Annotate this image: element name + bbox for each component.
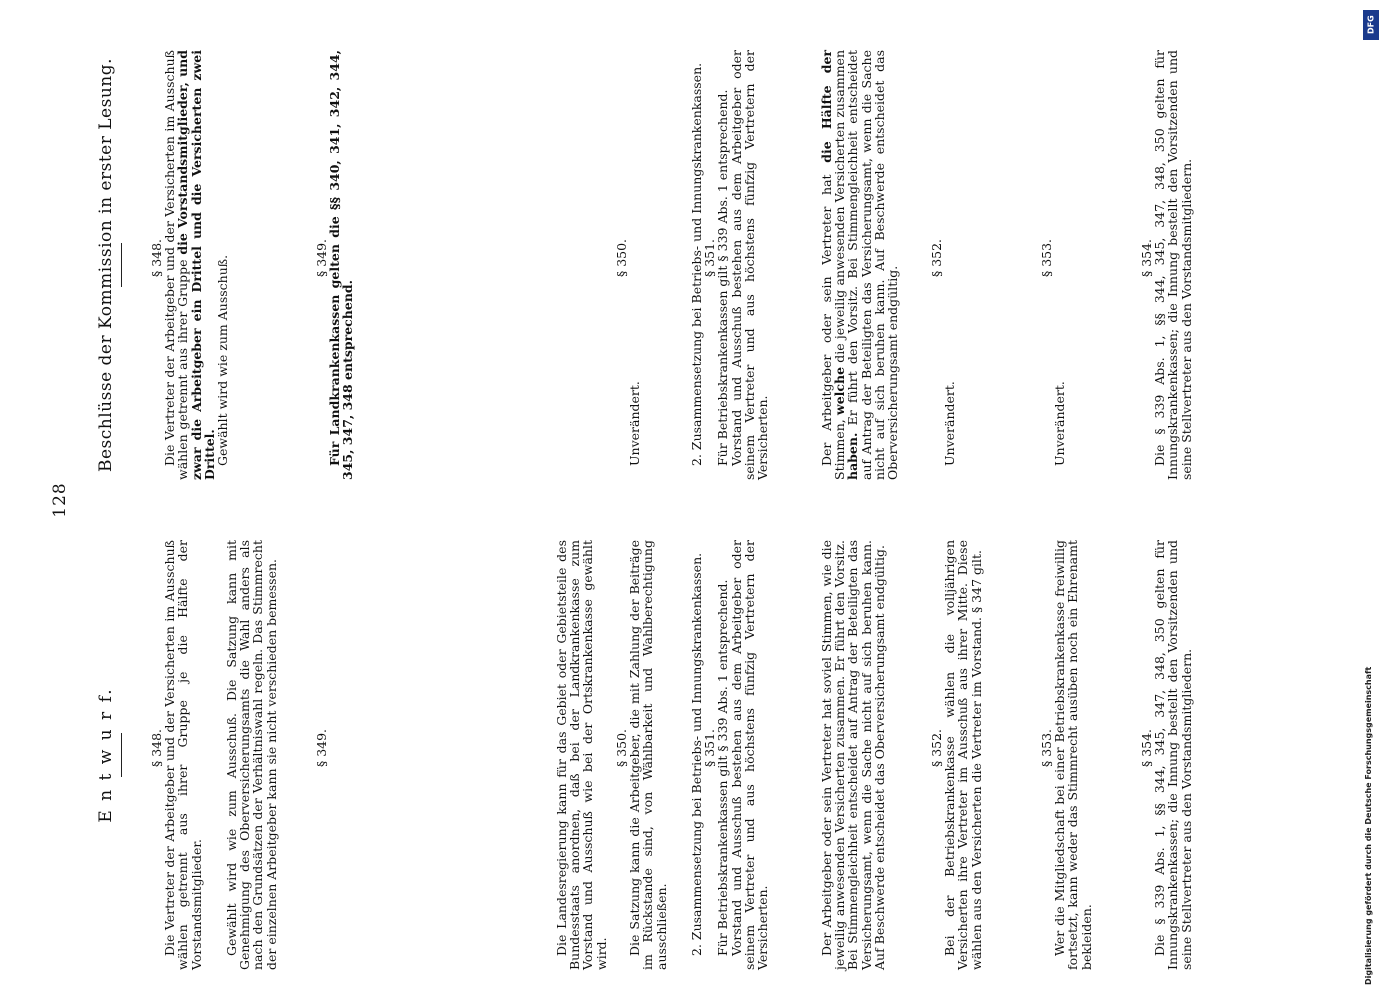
- page-number: 128: [50, 482, 70, 518]
- commission-section-352: [930, 50, 956, 480]
- paragraph: Der Arbeitgeber oder sein Vertreter hat soviel Stimmen, wie die jeweilig anwesenden Versicherten zusammen. Er führt den Vorsitz. Bei Stimmengleichheit entscheidet auf Antrag der Beteiligten das Versicherungsamt, wenn die Sache nicht auf sich beruhen kann. Auf Beschwerde entscheidet das Oberversicherungsamt endgültig.: [819, 540, 887, 970]
- funding-notice: Digitalisierung gefördert durch die Deutsche Forschungsgemeinschaft: [1364, 666, 1373, 985]
- section-number: § 349.: [314, 728, 329, 768]
- paragraph: [163, 50, 216, 480]
- draft-section-353: [1040, 540, 1093, 970]
- unchanged-note: Unverändert.: [942, 381, 958, 466]
- commission-section-353: [1040, 50, 1066, 480]
- draft-section-354: [1140, 540, 1193, 970]
- amended-text: Für Landkrankenkassen gelten die §§ 340, 341, 342, 344, 345, 347, 348 entsprechend.: [327, 50, 356, 480]
- amended-text: die Vorstandsmitglieder, und zwar die Arbeitgeber ein Drittel und die Versicherten zwei Drittel.: [175, 50, 217, 480]
- section-number: § 350.: [614, 728, 629, 768]
- commission-section-350: [615, 50, 641, 480]
- text-run: Die Vertreter der Arbeitgeber und der Versicherten im Ausschuß wählen getrennt aus ihrer Gruppe: [162, 50, 191, 480]
- commission-section-351-c: [820, 50, 899, 480]
- commission-column: [96, 49, 1340, 480]
- section-number: § 348.: [149, 238, 164, 278]
- draft-heading-2: [690, 540, 769, 970]
- digitization-notice: [1362, 10, 1380, 990]
- draft-section-349: [315, 540, 328, 970]
- text-run: Der Arbeitgeber oder sein Vertreter hat: [819, 162, 834, 466]
- amended-text: haben.: [845, 432, 861, 480]
- section-number: § 353.: [1039, 238, 1054, 278]
- paragraph: Die Satzung kann die Arbeitgeber, die mit Zahlung der Beiträge im Rückstande sind, von Wählbarkeit und Wahlberechtigung ausschließen.: [627, 540, 669, 970]
- text-run: die jeweilig anwesenden Versicherten zusammen: [832, 49, 848, 367]
- unchanged-note: Unverändert.: [1052, 381, 1068, 466]
- paragraph: Wer die Mitgliedschaft bei einer Betriebskrankenkasse freiwillig fortsetzt, kann weder das Stimmrecht ausüben noch ein Ehrenamt bekleiden.: [1052, 540, 1094, 970]
- paragraph: Gewählt wird wie zum Ausschuß.: [215, 254, 231, 466]
- paragraph: Die Vertreter der Arbeitgeber und der Versicherten im Ausschuß wählen getrennt aus ihrer Gruppe je die Hälfte der Vorstandsmitglieder.: [162, 540, 204, 970]
- section-number: § 352.: [929, 728, 944, 768]
- draft-section-348-b: [225, 540, 278, 970]
- section-number: § 350.: [614, 238, 629, 278]
- commission-section-349: [315, 50, 355, 480]
- paragraph: Für Betriebskrankenkassen gilt § 339 Abs. 1 entsprechend.: [715, 579, 731, 956]
- section-number: § 354.: [1139, 238, 1154, 278]
- section-number: § 351.: [702, 728, 718, 768]
- paragraph: Bei der Betriebskrankenkasse wählen die volljährigen Versicherten ihre Vertreter im Ausschuß aus ihrer Mitte. Diese wählen aus den Versicherten die Vertreter im Vorstand. § 347 gilt.: [942, 540, 984, 970]
- commission-section-354: [1140, 50, 1193, 480]
- commission-heading: Beschlüsse der Kommission in erster Lesung.: [96, 57, 116, 473]
- heading-rule: [121, 243, 122, 287]
- section-number: § 353.: [1039, 728, 1054, 768]
- draft-section-348: [150, 540, 203, 970]
- dfg-logo: DFG: [1363, 10, 1379, 40]
- section-number: § 352.: [929, 238, 944, 278]
- draft-column: [96, 540, 1340, 970]
- subheading: 2. Zusammensetzung bei Betriebs- und Innungskrankenkassen.: [689, 552, 704, 956]
- section-number: § 351.: [702, 238, 718, 278]
- amended-text: die Hälfte der: [819, 49, 834, 163]
- section-number: § 349.: [314, 238, 329, 278]
- commission-section-348: [150, 50, 229, 480]
- paragraph: Die § 339 Abs. 1, §§ 344, 345, 347, 348, 350 gelten für Innungskrankenkassen; die Innung bestellt den Vorsitzenden und seine Stellvertreter aus den Vorstandsmitgliedern.: [1152, 50, 1194, 480]
- amended-text: welche: [832, 366, 848, 416]
- paragraph: Vorstand und Ausschuß bestehen aus dem Arbeitgeber oder seinem Vertreter und aus höchstens fünfzig Vertretern der Versicherten.: [728, 50, 771, 480]
- draft-section-352: [930, 540, 983, 970]
- draft-section-350: [615, 540, 668, 970]
- text-run: Stimmen,: [832, 415, 848, 480]
- paragraph: Die § 339 Abs. 1, §§ 344, 345, 347, 348, 350 gelten für Innungskrankenkassen; die Innung bestellt den Vorsitzenden und seine Stellvertreter aus den Vorstandsmitgliedern.: [1152, 540, 1194, 970]
- text-run: Er führt den Vorsitz. Bei Stimmengleichheit entscheidet auf Antrag der Beteiligten das Versicherungsamt, wenn die Sache nicht auf sich beruhen kann. Auf Beschwerde entscheidet das Oberversicherungsamt endgültig.: [845, 50, 901, 480]
- heading-rule: [121, 733, 122, 777]
- subheading: 2. Zusammensetzung bei Betriebs- und Innungskrankenkassen.: [689, 62, 704, 466]
- draft-section-349-text: [555, 540, 608, 970]
- paragraph: [820, 50, 899, 480]
- draft-section-351-c: [820, 540, 886, 970]
- section-number: § 354.: [1139, 728, 1154, 768]
- paragraph: Die Landesregierung kann für das Gebiet oder Gebietsteile des Bundesstaats anordnen, daß bei der Landkrankenkasse zum Vorstand und Ausschuß wie bei der Ortskrankenkasse gewählt wird.: [554, 540, 609, 970]
- unchanged-note: Unverändert.: [627, 381, 643, 466]
- draft-heading: E n t w u r f.: [96, 687, 116, 823]
- paragraph: Vorstand und Ausschuß bestehen aus dem Arbeitgeber oder seinem Vertreter und aus höchstens fünfzig Vertretern der Versicherten.: [728, 540, 771, 970]
- commission-heading-2: [690, 50, 769, 480]
- paragraph: Gewählt wird wie zum Ausschuß. Die Satzung kann mit Genehmigung des Oberversicherungsamts die Wahl anders als nach den Grundsätzen der Verhältniswahl regeln. Das Stimmrecht der einzelnen Arbeitgeber kann sie nicht verschieden bemessen.: [224, 540, 279, 970]
- section-number: § 348.: [149, 728, 164, 768]
- paragraph: Für Betriebskrankenkassen gilt § 339 Abs. 1 entsprechend.: [715, 89, 731, 466]
